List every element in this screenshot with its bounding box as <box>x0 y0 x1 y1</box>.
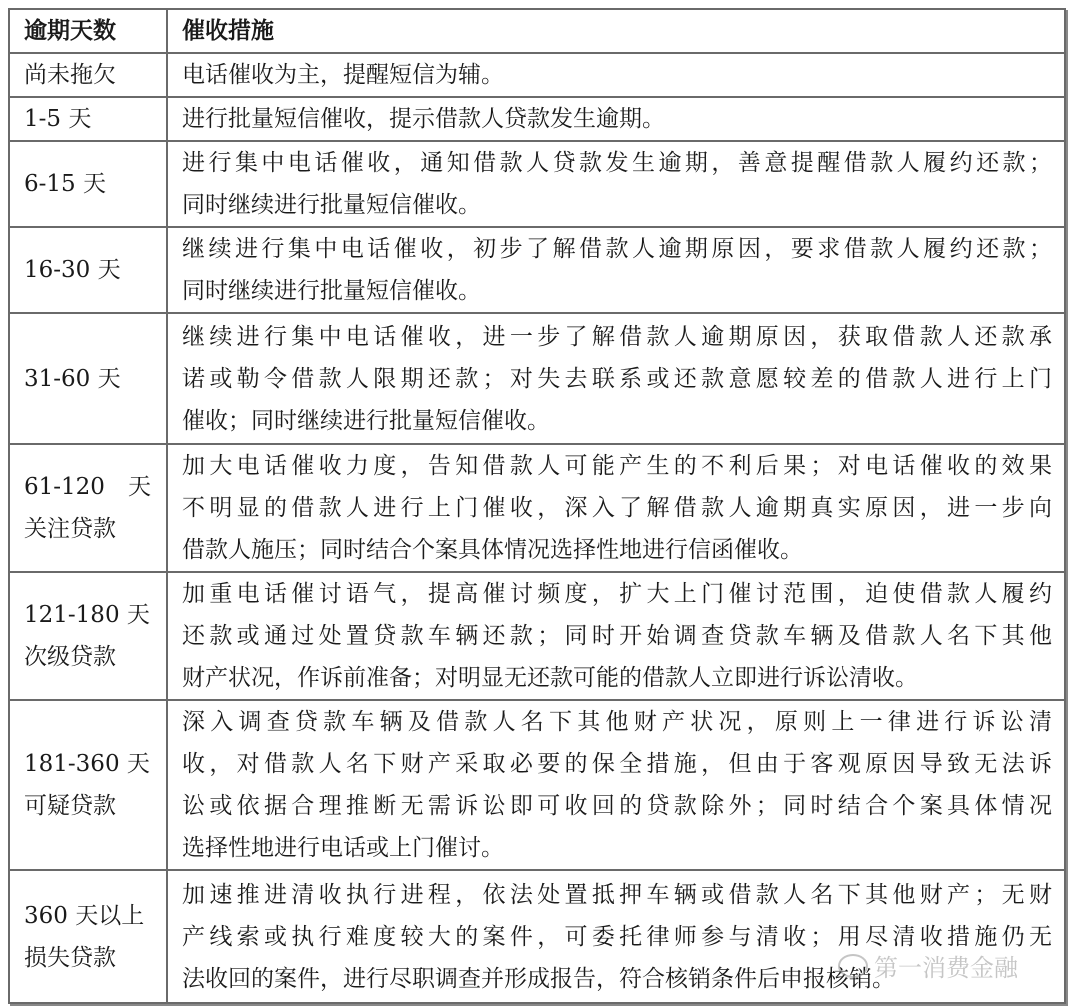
measure-line: 深入调查贷款车辆及借款人名下其他财产状况，原则上一律进行诉讼清 <box>182 709 1052 735</box>
measure-line: 加速推进清收执行进程，依法处置抵押车辆或借款人名下其他财产；无财 <box>182 881 1052 908</box>
collection-measures-cell <box>167 97 1065 141</box>
table-row <box>9 572 1065 700</box>
overdue-days-cell <box>9 572 167 700</box>
measure-line: 继续进行集中电话催收，初步了解借款人逾期原因，要求借款人履约还款； <box>182 236 1052 262</box>
table-row <box>9 444 1065 572</box>
measure-line: 同时继续进行批量短信催收。 <box>182 192 481 218</box>
measure-line: 继续进行集中电话催收，进一步了解借款人逾期原因，获取借款人还款承 <box>182 323 1052 350</box>
header-overdue-days: 逾期天数 <box>9 9 167 53</box>
wechat-icon <box>838 954 868 978</box>
measure-line: 收，对借款人名下财产采取必要的保全措施，但由于客观原因导致无法诉 <box>182 751 1052 777</box>
overdue-days-cell <box>9 444 167 572</box>
table-row <box>9 97 1065 141</box>
watermark <box>838 948 1018 983</box>
collection-measures-cell <box>167 313 1065 444</box>
overdue-days-cell <box>9 227 167 313</box>
collection-measures-cell <box>167 700 1065 870</box>
overdue-days-cell <box>9 870 167 1003</box>
overdue-days-text: 16-30 天 <box>24 257 121 283</box>
watermark-text: 第一消费金融 <box>874 954 1018 982</box>
overdue-days-cell <box>9 53 167 97</box>
measure-line: 进行批量短信催收，提示借款人贷款发生逾期。 <box>182 106 665 132</box>
overdue-days-text: 尚未拖欠 <box>24 62 116 88</box>
measure-line: 还款或通过处置贷款车辆还款；同时开始调查贷款车辆及借款人名下其他 <box>182 623 1052 649</box>
overdue-days-text: 181-360 天 <box>24 751 150 777</box>
header-collection-measures: 催收措施 <box>167 9 1065 53</box>
collection-measures-cell <box>167 572 1065 700</box>
overdue-collection-table <box>8 8 1066 1004</box>
collection-measures-cell <box>167 227 1065 313</box>
measure-line: 诺或勒令借款人限期还款；对失去联系或还款意愿较差的借款人进行上门 <box>182 365 1052 392</box>
measure-line: 借款人施压；同时结合个案具体情况选择性地进行信函催收。 <box>182 537 803 563</box>
measure-line: 同时继续进行批量短信催收。 <box>182 278 481 304</box>
overdue-days-cell <box>9 313 167 444</box>
table-row <box>9 700 1065 870</box>
measure-line: 加大电话催收力度，告知借款人可能产生的不利后果；对电话催收的效果 <box>182 453 1052 479</box>
collection-measures-cell <box>167 870 1065 1003</box>
overdue-days-text: 31-60 天 <box>24 365 121 392</box>
table-row <box>9 313 1065 444</box>
measure-line: 进行集中电话催收，通知借款人贷款发生逾期，善意提醒借款人履约还款； <box>182 150 1052 176</box>
overdue-days-text: 1-5 天 <box>24 106 92 132</box>
measure-line: 财产状况，作诉前准备；对明显无还款可能的借款人立即进行诉讼清收。 <box>182 665 918 691</box>
overdue-days-cell <box>9 700 167 870</box>
collection-measures-cell <box>167 141 1065 227</box>
table-row <box>9 870 1065 1003</box>
measure-line: 讼或依据合理推断无需诉讼即可收回的贷款除外；同时结合个案具体情况 <box>182 793 1052 819</box>
overdue-days-cell <box>9 141 167 227</box>
measure-line: 电话催收为主，提醒短信为辅。 <box>182 62 504 88</box>
overdue-days-text: 6-15 天 <box>24 171 106 197</box>
measure-line: 产线索或执行难度较大的案件，可委托律师参与清收；用尽清收措施仍无 <box>182 923 1052 950</box>
measure-line: 催收；同时继续进行批量短信催收。 <box>182 407 550 434</box>
measure-line: 选择性地进行电话或上门催讨。 <box>182 835 504 861</box>
overdue-days-text: 121-180 天 <box>24 602 150 628</box>
overdue-days-text: 次级贷款 <box>24 644 116 670</box>
overdue-days-text: 损失贷款 <box>24 944 116 971</box>
overdue-days-text: 关注贷款 <box>24 516 116 542</box>
table-header-row <box>9 9 1065 53</box>
collection-measures-cell <box>167 53 1065 97</box>
overdue-days-cell <box>9 97 167 141</box>
measure-line: 加重电话催讨语气，提高催讨频度，扩大上门催讨范围，迫使借款人履约 <box>182 581 1052 607</box>
measure-line: 法收回的案件，进行尽职调查并形成报告，符合核销条件后申报核销。 <box>182 965 895 992</box>
overdue-days-text: 360 天以上 <box>24 902 145 929</box>
collection-measures-cell <box>167 444 1065 572</box>
overdue-days-text: 61-120 天 <box>24 474 151 500</box>
measure-line: 不明显的借款人进行上门催收，深入了解借款人逾期真实原因，进一步向 <box>182 495 1052 521</box>
table-row <box>9 53 1065 97</box>
overdue-days-text: 可疑贷款 <box>24 793 116 819</box>
table-row <box>9 227 1065 313</box>
table-row <box>9 141 1065 227</box>
